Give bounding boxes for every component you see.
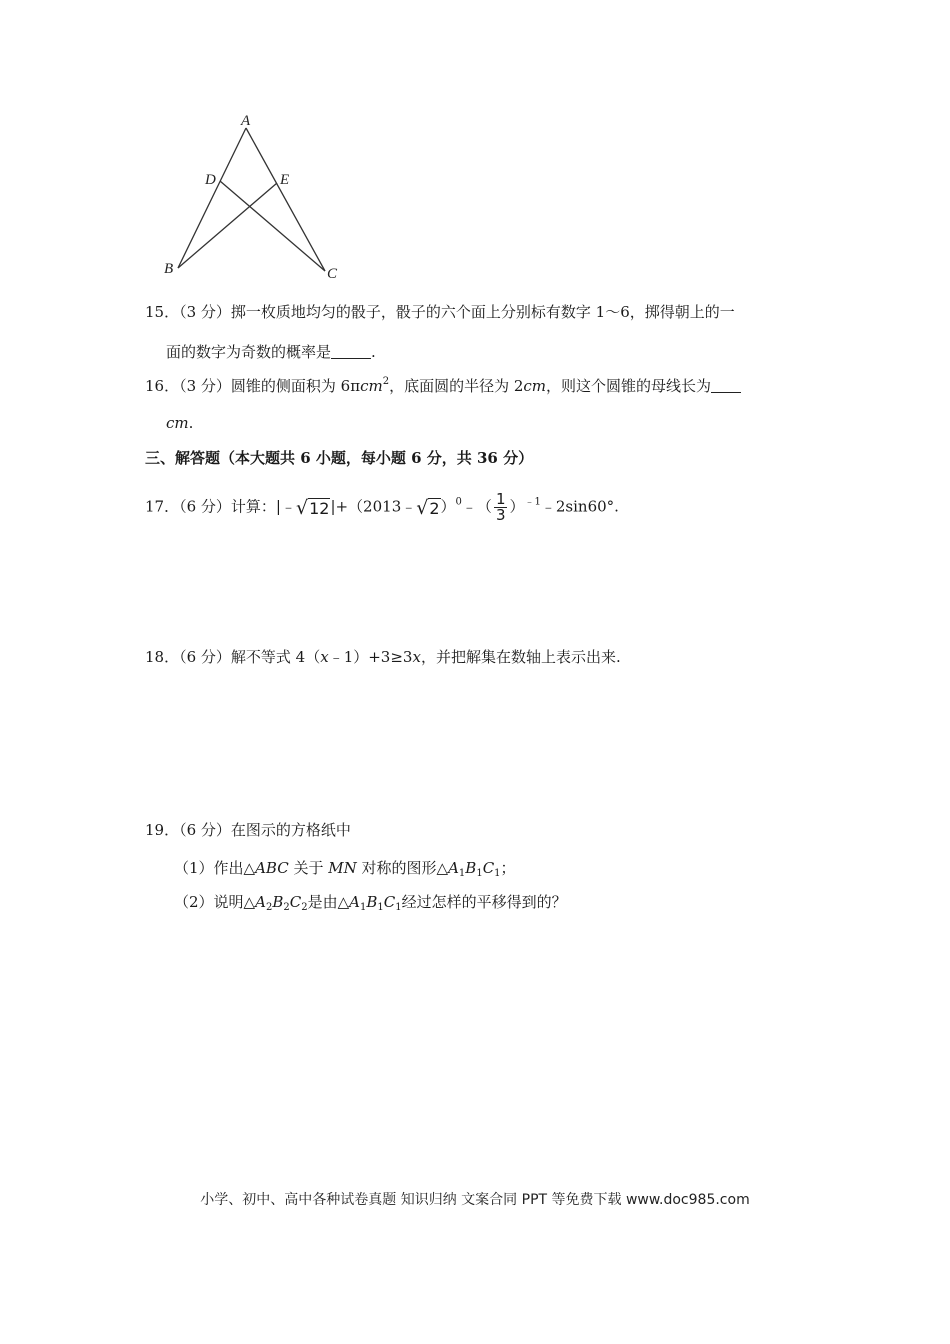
question-19-part-2	[174, 891, 567, 913]
q17-exp-neg1: ﹣1	[524, 496, 541, 508]
fraction-denominator: 3	[495, 506, 506, 524]
q19p1-mn: MN	[328, 859, 357, 877]
q19p2-a1: A	[349, 893, 360, 911]
segment-AB	[178, 128, 246, 268]
q17-radicand-2: 2	[429, 498, 440, 518]
question-19	[145, 819, 351, 841]
q18-text-b: ﹣1）+3≥3	[328, 648, 413, 666]
q18-text-c: ，并把解集在数轴上表示出来.	[420, 648, 621, 666]
q17-paren-close-2: ）	[509, 497, 525, 516]
q19p1-b: B	[465, 859, 477, 877]
q19p1-end: ；	[500, 859, 516, 877]
sqrt-2: √2	[416, 496, 440, 519]
q19p2-b1: B	[366, 893, 378, 911]
q19p1-sub-c: 1	[494, 868, 501, 879]
triangle-figure	[160, 108, 350, 283]
q16-text-c: ，则这个圆锥的母线长为	[546, 377, 712, 395]
q17-radicand-12: 12	[309, 498, 330, 518]
q19p1-a: A	[448, 859, 459, 877]
label-D: D	[205, 172, 216, 188]
question-15	[145, 301, 735, 323]
q19p1-abc: ABC	[255, 859, 289, 877]
label-A: A	[241, 113, 251, 129]
q15-points: （3 分）	[179, 303, 231, 321]
q19p2-mid: 是由△	[307, 893, 350, 911]
triangle-diagram	[160, 108, 350, 283]
q17-paren-close-1: ）	[440, 497, 456, 516]
q15-text: 掷一枚质地均匀的骰子，骰子的六个面上分别标有数字 1～6，掷得朝上的一	[230, 303, 735, 321]
question-15-line2	[166, 341, 376, 363]
q16-number: 16．	[145, 377, 180, 395]
q16-text-a: 圆锥的侧面积为 6π	[230, 377, 361, 395]
answer-blank-16	[711, 376, 741, 393]
segment-EB	[178, 183, 277, 268]
q16-unit-cm: cm	[360, 377, 383, 395]
q17-lead: 计算：|﹣	[230, 497, 296, 516]
q19p2-end: 经过怎样的平移得到的？	[401, 893, 567, 911]
q19p2-sub-a1: 1	[359, 902, 367, 913]
q17-number: 17．	[145, 497, 180, 516]
q19p1-mid2: 对称的图形△	[356, 859, 449, 877]
sqrt-12: √12	[295, 496, 330, 519]
q18-text-a: 解不等式 4（	[230, 648, 321, 666]
q19-text: 在图示的方格纸中	[230, 821, 351, 839]
question-16-line2	[166, 412, 193, 434]
q19p2-sub-b2: 2	[283, 902, 290, 913]
question-17	[145, 492, 619, 523]
q19p2-a2: A	[255, 893, 266, 911]
q17-tail: ﹣2sin60°.	[540, 497, 619, 516]
q15-line2-text: 面的数字为奇数的概率是	[166, 343, 332, 361]
q19p2-lead: （2）说明△	[174, 893, 256, 911]
q15-line2-end: .	[371, 343, 376, 361]
q19-number: 19．	[145, 821, 180, 839]
question-19-part-1	[174, 857, 516, 879]
q17-mid2: ﹣（	[461, 497, 492, 516]
q17-exp-0: 0	[455, 496, 462, 508]
q18-number: 18．	[145, 648, 180, 666]
q19p2-sub-b1: 1	[377, 902, 384, 913]
fraction-numerator: 1	[495, 490, 506, 508]
q18-var-x2: x	[412, 648, 421, 666]
label-B: B	[164, 261, 174, 277]
q19p2-b2: B	[272, 893, 284, 911]
q19p2-sub-a2: 2	[265, 902, 273, 913]
label-C: C	[327, 266, 338, 282]
question-16	[145, 375, 741, 397]
q19p1-sub-b: 1	[476, 868, 483, 879]
q16-line2-end: .	[188, 414, 194, 432]
q18-points: （6 分）	[179, 648, 231, 666]
q17-mid1: |+（2013﹣	[330, 497, 417, 516]
q17-points: （6 分）	[179, 497, 231, 516]
q16-line2-unit: cm	[166, 414, 189, 432]
label-E: E	[280, 172, 290, 188]
section-3-heading: 三、解答题（本大题共 6 小题，每小题 6 分，共 36 分）	[145, 449, 534, 467]
q15-number: 15．	[145, 303, 180, 321]
q16-unit-cm-2: cm	[523, 377, 547, 395]
segment-DC	[220, 181, 325, 271]
page-footer: 小学、初中、高中各种试卷真题 知识归纳 文案合同 PPT 等免费下载 www.doc985.com	[200, 1192, 750, 1208]
question-18	[145, 646, 621, 668]
q19p1-mid: 关于	[288, 859, 329, 877]
q19p2-sub-c2: 2	[301, 902, 308, 913]
q16-text-b: ，底面圆的半径为 2	[389, 377, 524, 395]
fraction-one-third	[494, 492, 508, 523]
answer-blank-15	[331, 342, 371, 359]
q16-sup: 2	[382, 376, 390, 387]
q19p2-c1: C	[383, 893, 396, 911]
q19p1-sub-a: 1	[458, 868, 466, 879]
q19p2-c2: C	[289, 893, 302, 911]
q16-points: （3 分）	[179, 377, 231, 395]
q19p1-lead: （1）作出△	[174, 859, 256, 877]
q19-points: （6 分）	[179, 821, 231, 839]
q19p1-c: C	[482, 859, 495, 877]
q19p2-sub-c1: 1	[395, 902, 402, 913]
q18-var-x1: x	[320, 648, 329, 666]
